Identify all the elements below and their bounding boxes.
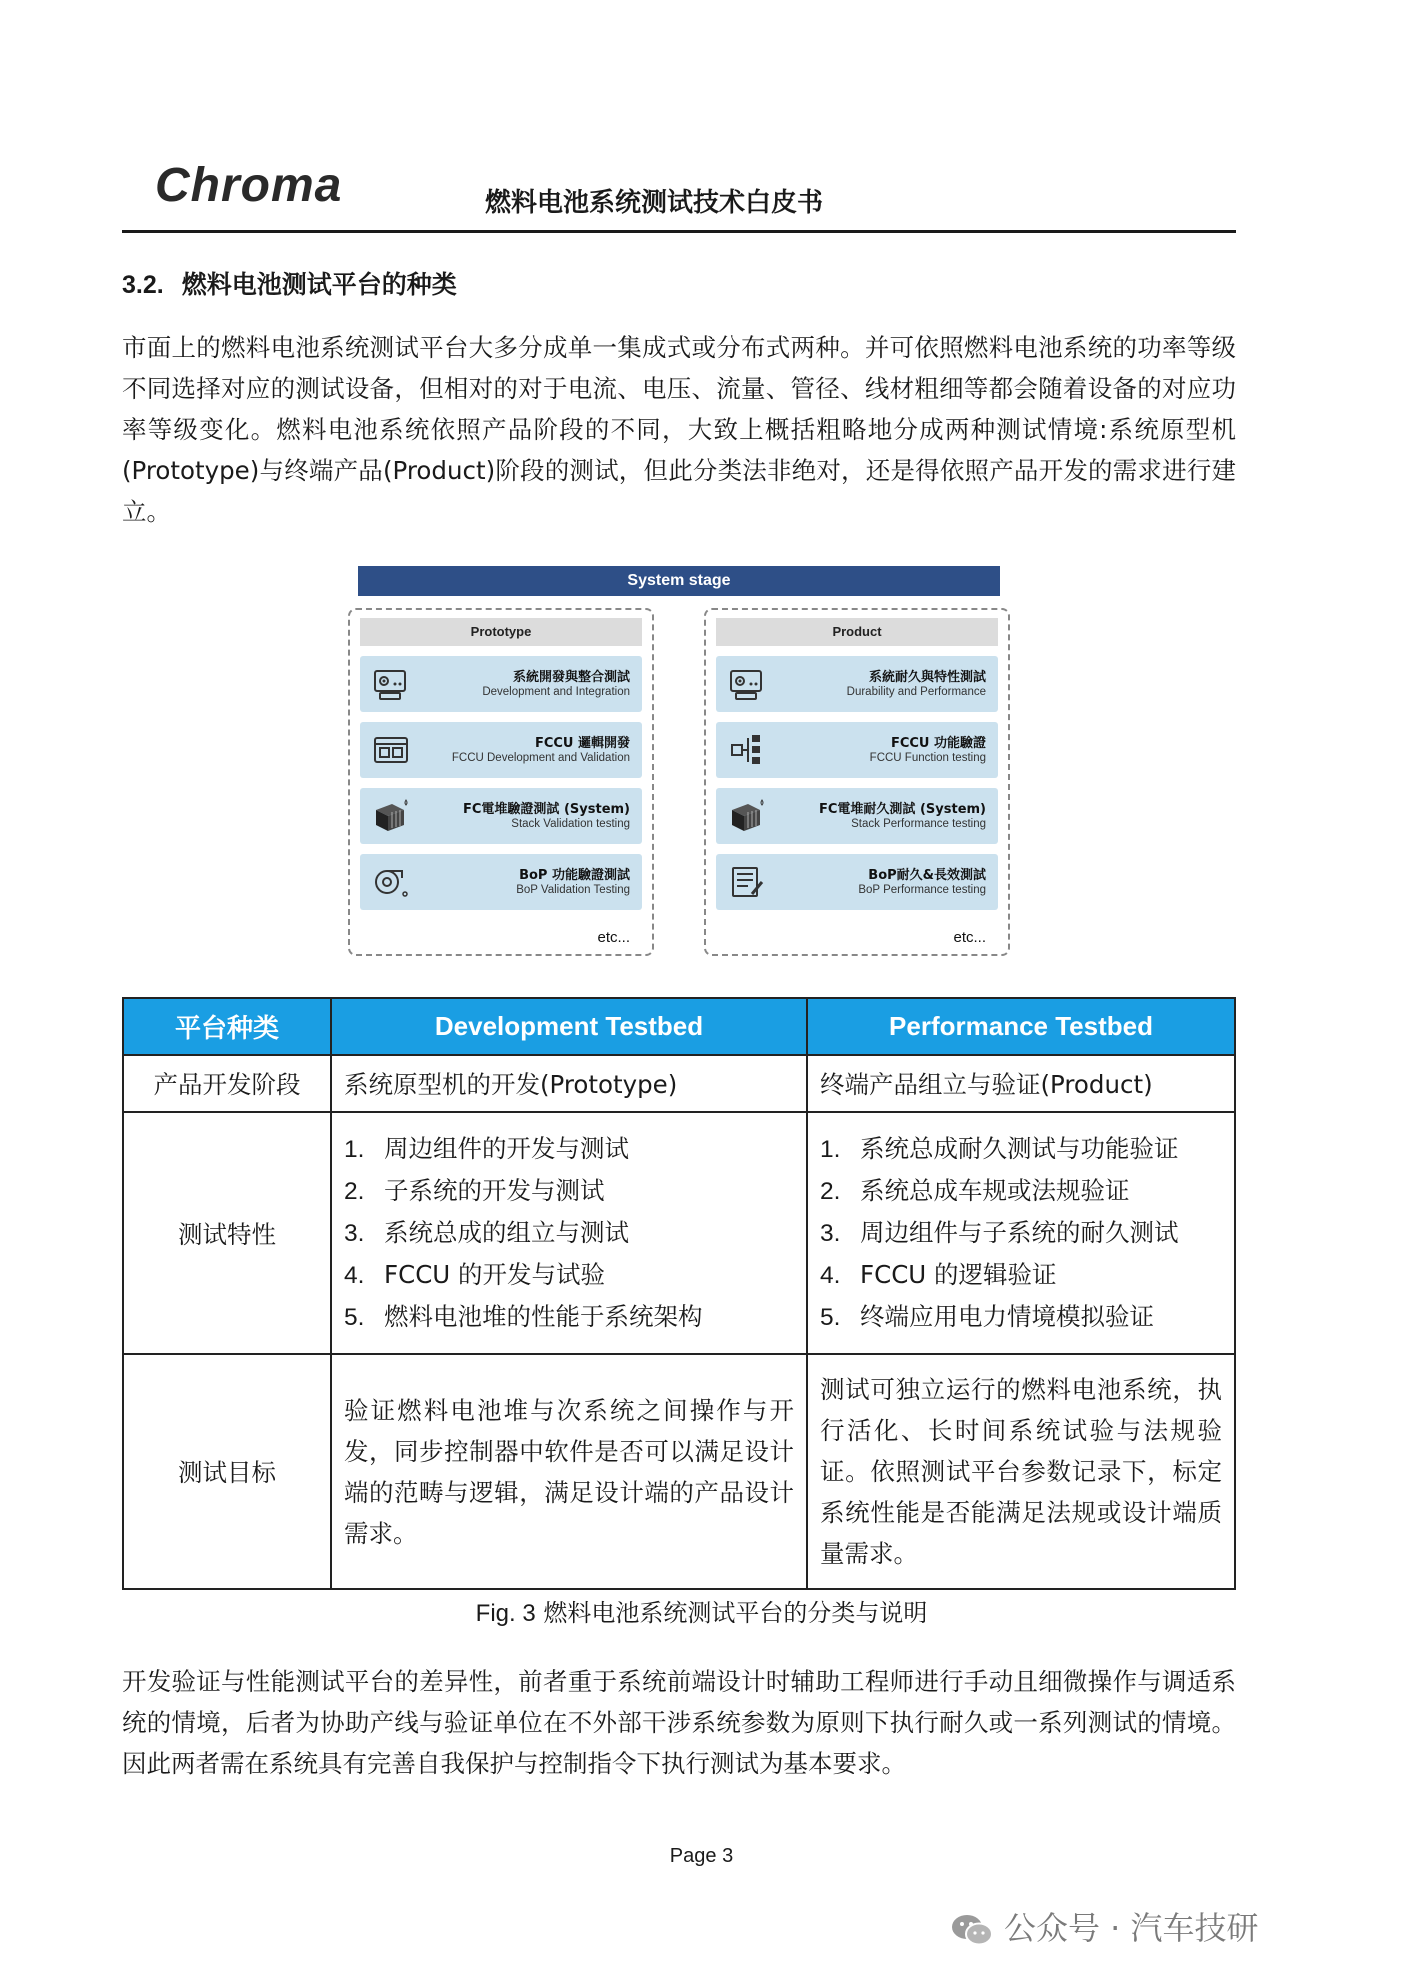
header-development-testbed: Development Testbed (331, 998, 807, 1055)
list-number: 5. (820, 1304, 841, 1331)
page-number: Page 3 (669, 1845, 734, 1867)
wechat-icon (950, 1912, 994, 1948)
list-text: 周边组件的开发与测试 (384, 1134, 629, 1163)
list-item (344, 1212, 794, 1254)
row-label-features: 测试特性 (123, 1112, 331, 1354)
section-heading (122, 265, 457, 301)
testbed-comparison-table (122, 997, 1236, 1590)
card-subtitle: FCCU Function testing (869, 752, 986, 764)
prototype-card (360, 656, 642, 712)
header-divider (122, 230, 1236, 233)
list-text: 系统总成车规或法规验证 (860, 1176, 1130, 1205)
list-text: 周边组件与子系统的耐久测试 (860, 1218, 1179, 1247)
product-card (716, 788, 998, 844)
table-row (123, 1112, 1235, 1354)
product-card (716, 854, 998, 910)
card-subtitle: Development and Integration (482, 686, 630, 698)
cell-perf-goal: 测试可独立运行的燃料电池系统，执行活化、长时间系统试验与法规验证。依照测试平台参数记录下，标定系统性能是否能满足法规或设计端质量需求。 (807, 1354, 1235, 1589)
table-row (123, 1354, 1235, 1589)
prototype-heading: Prototype (360, 618, 642, 646)
list-number: 4. (820, 1262, 841, 1289)
chroma-logo: Chroma (155, 159, 343, 212)
cell-perf-stage: 终端产品组立与验证(Product) (807, 1055, 1235, 1112)
list-number: 3. (344, 1220, 365, 1247)
row-label-goals: 测试目标 (123, 1354, 331, 1589)
list-number: 3. (820, 1220, 841, 1247)
list-number: 1. (820, 1136, 841, 1163)
list-number: 5. (344, 1304, 365, 1331)
table-row (123, 1055, 1235, 1112)
test-bench-icon (728, 666, 766, 702)
list-item (820, 1128, 1222, 1170)
system-stage-bar: System stage (358, 566, 1000, 596)
card-title: FC電堆驗證測試 (System) (463, 802, 630, 817)
wechat-watermark (950, 1903, 1259, 1949)
card-title: BoP 功能驗證測試 (519, 868, 630, 883)
prototype-card (360, 788, 642, 844)
card-title: FC電堆耐久測試 (System) (819, 802, 986, 817)
intro-paragraph: 市面上的燃料电池系统测试平台大多分成单一集成式或分布式两种。并可依照燃料电池系统的功率等级不同选择对应的测试设备，但相对的对于电流、电压、流量、管径、线材粗细等都会随着设备的对应功率等级变化。燃料电池系统依照产品阶段的不同，大致上概括粗略地分成两种测试情境:系统原型机(Prototype)与终端产品(Product)阶段的测试，但此分类法非绝对，还是得依照产品开发的需求进行建立。 (122, 333, 1236, 526)
section-title: 燃料电池测试平台的种类 (181, 270, 457, 299)
card-subtitle: Stack Performance testing (851, 818, 986, 830)
card-title: 系統開發與整合測試 (512, 670, 630, 685)
card-subtitle: Stack Validation testing (511, 818, 630, 830)
watermark-text: 公众号 · 汽车技研 (1004, 1909, 1259, 1947)
card-title: FCCU 功能驗證 (890, 736, 986, 751)
card-subtitle: FCCU Development and Validation (451, 752, 630, 764)
product-card (716, 722, 998, 778)
prototype-column (348, 608, 654, 956)
list-item (344, 1254, 794, 1296)
list-text: FCCU 的开发与试验 (384, 1260, 606, 1289)
table-header-row (123, 998, 1235, 1055)
card-subtitle: BoP Performance testing (858, 884, 986, 896)
list-item (820, 1254, 1222, 1296)
checklist-icon (728, 864, 766, 900)
list-number: 4. (344, 1262, 365, 1289)
cell-perf-features (807, 1112, 1235, 1354)
figure-caption (0, 1593, 1403, 1628)
prototype-card (360, 854, 642, 910)
product-heading: Product (716, 618, 998, 646)
card-title: 系統耐久與特性測試 (868, 670, 986, 685)
function-flow-icon (728, 732, 766, 768)
closing-paragraph: 开发验证与性能测试平台的差异性，前者重于系统前端设计时辅助工程师进行手动且细微操作与调适系统的情境，后者为协助产线与验证单位在不外部干涉系统参数为原则下执行耐久或一系列测试的情境。因此两者需在系统具有完善自我保护与控制指令下执行测试为基本要求。 (122, 1667, 1236, 1778)
card-title: FCCU 邏輯開發 (534, 736, 630, 751)
list-number: 2. (344, 1178, 365, 1205)
card-title: BoP耐久&長效測試 (868, 868, 986, 883)
list-item (820, 1296, 1222, 1338)
card-subtitle: Durability and Performance (846, 686, 986, 698)
etc-label: etc... (953, 929, 986, 946)
card-subtitle: BoP Validation Testing (516, 884, 630, 896)
prototype-card (360, 722, 642, 778)
blower-icon (372, 864, 410, 900)
list-text: FCCU 的逻辑验证 (860, 1260, 1057, 1289)
figure-caption-text: 燃料电池系统测试平台的分类与说明 (543, 1599, 928, 1627)
list-item (344, 1296, 794, 1338)
figure-number: Fig. 3 (475, 1600, 536, 1627)
section-number: 3.2. (122, 271, 164, 299)
list-text: 子系统的开发与测试 (384, 1176, 605, 1205)
cell-dev-features (331, 1112, 807, 1354)
test-bench-icon (372, 666, 410, 702)
cell-dev-stage: 系统原型机的开发(Prototype) (331, 1055, 807, 1112)
list-text: 终端应用电力情境模拟验证 (860, 1302, 1154, 1331)
fuel-cell-stack-icon (372, 798, 410, 834)
system-stage-diagram (348, 566, 1008, 958)
document-title: 燃料电池系统测试技术白皮书 (485, 188, 824, 218)
list-number: 2. (820, 1178, 841, 1205)
header-platform-type: 平台种类 (123, 998, 331, 1055)
row-label-stage: 产品开发阶段 (123, 1055, 331, 1112)
list-text: 燃料电池堆的性能于系统架构 (384, 1302, 703, 1331)
cell-dev-goal: 验证燃料电池堆与次系统之间操作与开发，同步控制器中软件是否可以满足设计端的范畴与逻辑，满足设计端的产品设计需求。 (331, 1354, 807, 1589)
product-column (704, 608, 1010, 956)
list-item (820, 1212, 1222, 1254)
controller-board-icon (372, 732, 410, 768)
header-performance-testbed: Performance Testbed (807, 998, 1235, 1055)
fuel-cell-stack-icon (728, 798, 766, 834)
list-text: 系统总成的组立与测试 (384, 1218, 629, 1247)
list-item (344, 1170, 794, 1212)
list-item (344, 1128, 794, 1170)
list-item (820, 1170, 1222, 1212)
list-text: 系统总成耐久测试与功能验证 (860, 1134, 1179, 1163)
etc-label: etc... (597, 929, 630, 946)
list-number: 1. (344, 1136, 365, 1163)
product-card (716, 656, 998, 712)
